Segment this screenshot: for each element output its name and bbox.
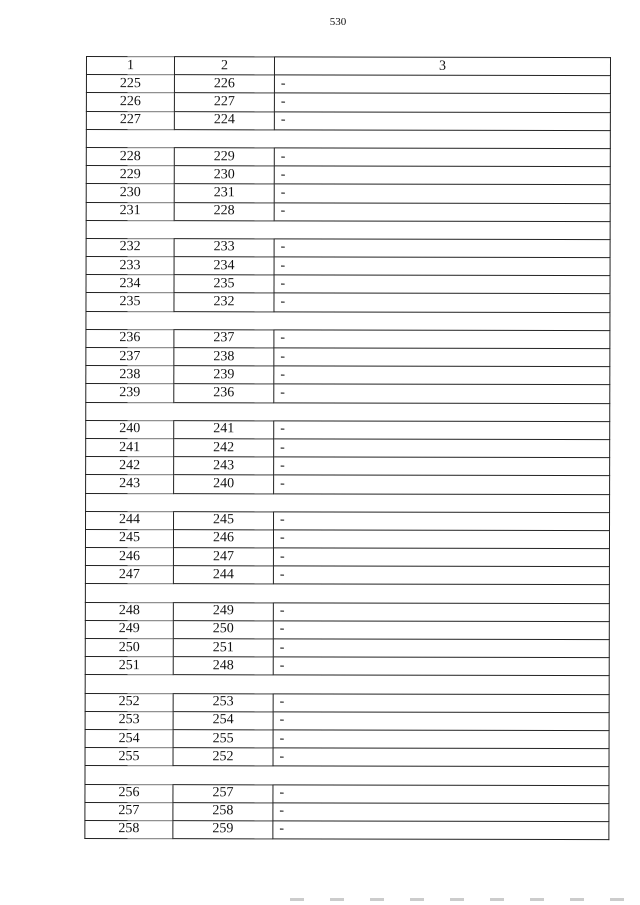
table-cell-col3: - [273,693,609,712]
table-cell-col1: 240 [86,420,174,438]
table-row [85,638,609,657]
table-cell-col1: 250 [85,638,173,656]
table-row [86,202,610,221]
separator-cell [86,129,610,148]
table-cell-col2: 244 [173,566,273,584]
group-separator-row [85,766,609,785]
page-number: 530 [329,16,347,28]
table-cell-col2: 247 [173,548,273,566]
table-cell-col3: - [273,784,609,803]
table-cell-col2: 259 [173,821,273,839]
table-cell-col3: - [274,239,610,258]
separator-cell [86,402,610,421]
table-row [86,184,610,203]
table-body [85,75,611,840]
table-cell-col1: 232 [86,238,174,256]
table-cell-col2: 228 [174,202,274,220]
table-cell-col1: 252 [85,693,173,711]
table-cell-col3: - [274,184,610,203]
table-cell-col3: - [274,275,610,294]
table-row [86,511,610,530]
group-separator-row [85,584,609,603]
table-cell-col3: - [273,639,609,658]
table-cell-col3: - [274,202,610,221]
table-cell-col1: 241 [86,438,174,456]
table-cell-col1: 235 [86,293,174,311]
column-header-1: 1 [86,57,174,75]
table-row [85,784,609,803]
group-separator-row [86,493,610,512]
table-cell-col2: 236 [174,384,274,402]
table-cell-col2: 233 [174,239,274,257]
table-cell-col2: 234 [174,257,274,275]
table-cell-col2: 250 [173,620,273,638]
table-row [85,566,609,585]
table-cell-col3: - [273,548,609,567]
table-cell-col1: 247 [85,566,173,584]
table-cell-col2: 251 [173,639,273,657]
table-cell-col3: - [274,512,610,531]
group-separator-row [86,311,610,330]
table-row [85,820,609,839]
table-row [85,711,609,730]
table-cell-col2: 252 [173,748,273,766]
table-cell-col3: - [273,657,609,676]
table-cell-col3: - [274,457,610,476]
table-cell-col2: 255 [173,730,273,748]
table-cell-col1: 257 [85,802,173,820]
table-cell-col1: 227 [86,111,174,129]
table-cell-col1: 258 [85,820,173,838]
table-row [86,457,610,476]
table-cell-col1: 244 [86,511,174,529]
table-row [86,475,610,494]
table-cell-col1: 248 [85,602,173,620]
table-cell-col1: 255 [85,748,173,766]
table-cell-col1: 230 [86,184,174,202]
table-cell-col1: 226 [86,93,174,111]
separator-cell [85,584,609,603]
table-cell-col1: 243 [86,475,174,493]
table-cell-col1: 251 [85,657,173,675]
table-row [85,620,609,639]
table-cell-col2: 258 [173,802,273,820]
table-cell-col2: 231 [174,184,274,202]
column-header-2: 2 [174,57,274,75]
table-row [86,348,610,367]
table-cell-col2: 239 [174,366,274,384]
column-header-3: 3 [274,57,610,76]
table-row [86,293,610,312]
table-row [86,366,610,385]
table-row [86,420,610,439]
table-cell-col2: 237 [174,329,274,347]
table-cell-col1: 233 [86,257,174,275]
table-cell-col1: 249 [85,620,173,638]
table-cell-col2: 240 [174,475,274,493]
separator-cell [86,311,610,330]
table-cell-col3: - [274,421,610,440]
table-cell-col2: 254 [173,711,273,729]
table-cell-col3: - [274,257,610,276]
table-cell-col2: 249 [173,602,273,620]
table-cell-col3: - [273,603,609,622]
table-cell-col3: - [273,566,609,585]
table-cell-col3: - [273,712,609,731]
table-row [86,238,610,257]
table-cell-col3: - [273,730,609,749]
table-row [86,275,610,294]
separator-cell [85,766,609,785]
header-row [86,57,610,76]
table-row [85,693,609,712]
table-cell-col3: - [274,330,610,349]
table-cell-col1: 237 [86,348,174,366]
table-row [86,438,610,457]
table-cell-col3: - [273,803,609,822]
table-cell-col3: - [274,148,610,167]
table-row [85,529,609,548]
table-cell-col3: - [274,475,610,494]
table-cell-col2: 245 [174,511,274,529]
table-cell-col3: - [274,348,610,367]
table-cell-col1: 253 [85,711,173,729]
table-cell-col3: - [274,384,610,403]
table-cell-col2: 227 [174,93,274,111]
table-cell-col2: 238 [174,348,274,366]
table-cell-col2: 241 [174,420,274,438]
table-row [86,75,610,94]
table-cell-col2: 246 [173,530,273,548]
group-separator-row [86,402,610,421]
table-cell-col2: 229 [174,148,274,166]
table-cell-col3: - [274,75,610,94]
table-cell-col1: 231 [86,202,174,220]
separator-cell [86,493,610,512]
table-cell-col2: 242 [174,439,274,457]
table-row [86,93,610,112]
table-cell-col3: - [274,93,610,112]
table-cell-col3: - [274,293,610,312]
table-cell-col3: - [274,439,610,458]
table-cell-col1: 256 [85,784,173,802]
table-row [86,257,610,276]
table-row [85,729,609,748]
table-cell-col2: 248 [173,657,273,675]
table-cell-col3: - [274,366,610,385]
table-row [86,166,610,185]
table-cell-col2: 224 [174,111,274,129]
table-cell-col1: 225 [86,75,174,93]
table-row [85,802,609,821]
table-cell-col2: 235 [174,275,274,293]
table-cell-col3: - [273,621,609,640]
table-cell-col1: 236 [86,329,174,347]
group-separator-row [85,675,609,694]
table-cell-col1: 229 [86,166,174,184]
table-cell-col3: - [274,111,610,130]
group-separator-row [86,220,610,239]
table-cell-col1: 238 [86,366,174,384]
table-cell-col1: 234 [86,275,174,293]
table-cell-col1: 228 [86,147,174,165]
table-cell-col2: 257 [173,784,273,802]
table-row [86,147,610,166]
table-row [86,111,610,130]
table-row [86,329,610,348]
table-cell-col2: 232 [174,293,274,311]
table-cell-col3: - [274,166,610,185]
table-cell-col2: 230 [174,166,274,184]
table-cell-col2: 243 [174,457,274,475]
scan-artifact [290,898,630,901]
group-separator-row [86,129,610,148]
table-cell-col2: 226 [174,75,274,93]
table-cell-col2: 253 [173,693,273,711]
table-row [86,384,610,403]
separator-cell [85,675,609,694]
table-cell-col3: - [273,530,609,549]
separator-cell [86,220,610,239]
table-cell-col1: 246 [85,548,173,566]
table-cell-col3: - [273,748,609,767]
table-cell-col1: 245 [85,529,173,547]
table-cell-col1: 239 [86,384,174,402]
table-row [85,657,609,676]
data-table [84,56,611,840]
table-row [85,602,609,621]
table-row [85,748,609,767]
table-cell-col1: 254 [85,729,173,747]
table-cell-col3: - [273,821,609,840]
table-row [85,548,609,567]
table-cell-col1: 242 [86,457,174,475]
